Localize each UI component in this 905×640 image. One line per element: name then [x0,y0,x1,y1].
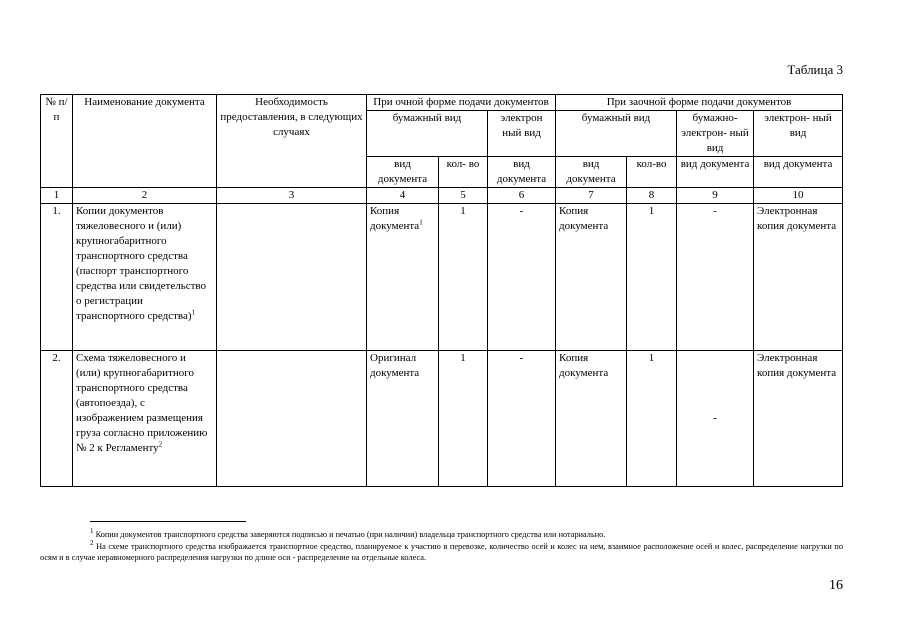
header-electronic-remote: электрон- ный вид [754,111,843,157]
remote-paper-qty: 1 [627,204,677,351]
column-number: 9 [677,188,754,204]
remote-paper-qty: 1 [627,351,677,487]
header-doc-type: вид документа [367,157,439,188]
table-caption: Таблица 3 [787,62,843,77]
remote-paper-electronic: - [677,351,754,487]
footnotes [40,529,843,564]
header-paper-remote: бумажный вид [556,111,677,157]
column-number: 8 [627,188,677,204]
header-doc-type: вид документа [488,157,556,188]
column-number: 10 [754,188,843,204]
footnote-ref: 1 [191,308,196,317]
column-number: 5 [439,188,488,204]
footnote-separator [90,521,246,522]
header-paper-electronic: бумажно- электрон- ный вид [677,111,754,157]
header-electronic: электрон ный вид [488,111,556,157]
page-number: 16 [829,578,843,593]
footnote-ref: 1 [419,218,423,227]
in-person-electronic: - [488,204,556,351]
header-paper: бумажный вид [367,111,488,157]
need-cell [217,351,367,487]
in-person-electronic: - [488,351,556,487]
column-numbers-row [41,188,843,204]
header-qty: кол-во [627,157,677,188]
header-doc-type: вид документа [677,157,754,188]
remote-paper-electronic: - [677,204,754,351]
in-person-paper-qty: 1 [439,351,488,487]
column-number: 1 [41,188,73,204]
header-name: Наименование документа [73,95,217,188]
column-number: 4 [367,188,439,204]
in-person-paper-qty: 1 [439,204,488,351]
document-name: Копии документов тяжеловесного и (или) крупногабаритного транспортного средства (паспорт транспортного средства или свидетельство о регистрации транспортного средства)$^1$ [73,204,217,351]
header-doc-type: вид документа [754,157,843,188]
remote-electronic: Электронная копия документа [754,204,843,351]
in-person-paper-type: Оригинал документа [367,351,439,487]
header-no: № п/п [41,95,73,188]
remote-paper-type: Копия документа [556,204,627,351]
column-number: 2 [73,188,217,204]
table-row [41,204,843,351]
header-need: Необходимость предоставления, в следующих случаях [217,95,367,188]
row-number: 2. [41,351,73,487]
documents-table [40,94,843,487]
header-remote: При заочной форме подачи документов [556,95,843,111]
header-row-1 [41,95,843,111]
table-row [41,351,843,487]
footnote: $^2$ На схеме транспортного средства изображается транспортное средство, планируемое к участию в перевозке, количество осей и колес на нем, взаимное расположение осей и колес, распределение нагрузки по осям и в случае неравномерного распределения нагрузки по длине оси - распределение на отдельные колеса. [40,538,843,562]
header-doc-type: вид документа [556,157,627,188]
header-in-person: При очной форме подачи документов [367,95,556,111]
column-number: 7 [556,188,627,204]
column-number: 6 [488,188,556,204]
in-person-paper-type: Копия документа$^1$ [367,204,439,351]
need-cell [217,204,367,351]
footnote: $^1$ Копии документов транспортного средства заверяются подписью и печатью (при наличии) владельца транспортного средства или нотариально. [90,527,606,539]
header-qty: кол- во [439,157,488,188]
remote-paper-type: Копия документа [556,351,627,487]
column-number: 3 [217,188,367,204]
row-number: 1. [41,204,73,351]
remote-electronic: Электронная копия документа [754,351,843,487]
document-name: Схема тяжеловесного и (или) крупногабаритного транспортного средства (автопоезда), с изображением размещения груза согласно приложению № 2 к Регламенту$^2$ [73,351,217,487]
footnote-ref: 2 [158,440,163,449]
